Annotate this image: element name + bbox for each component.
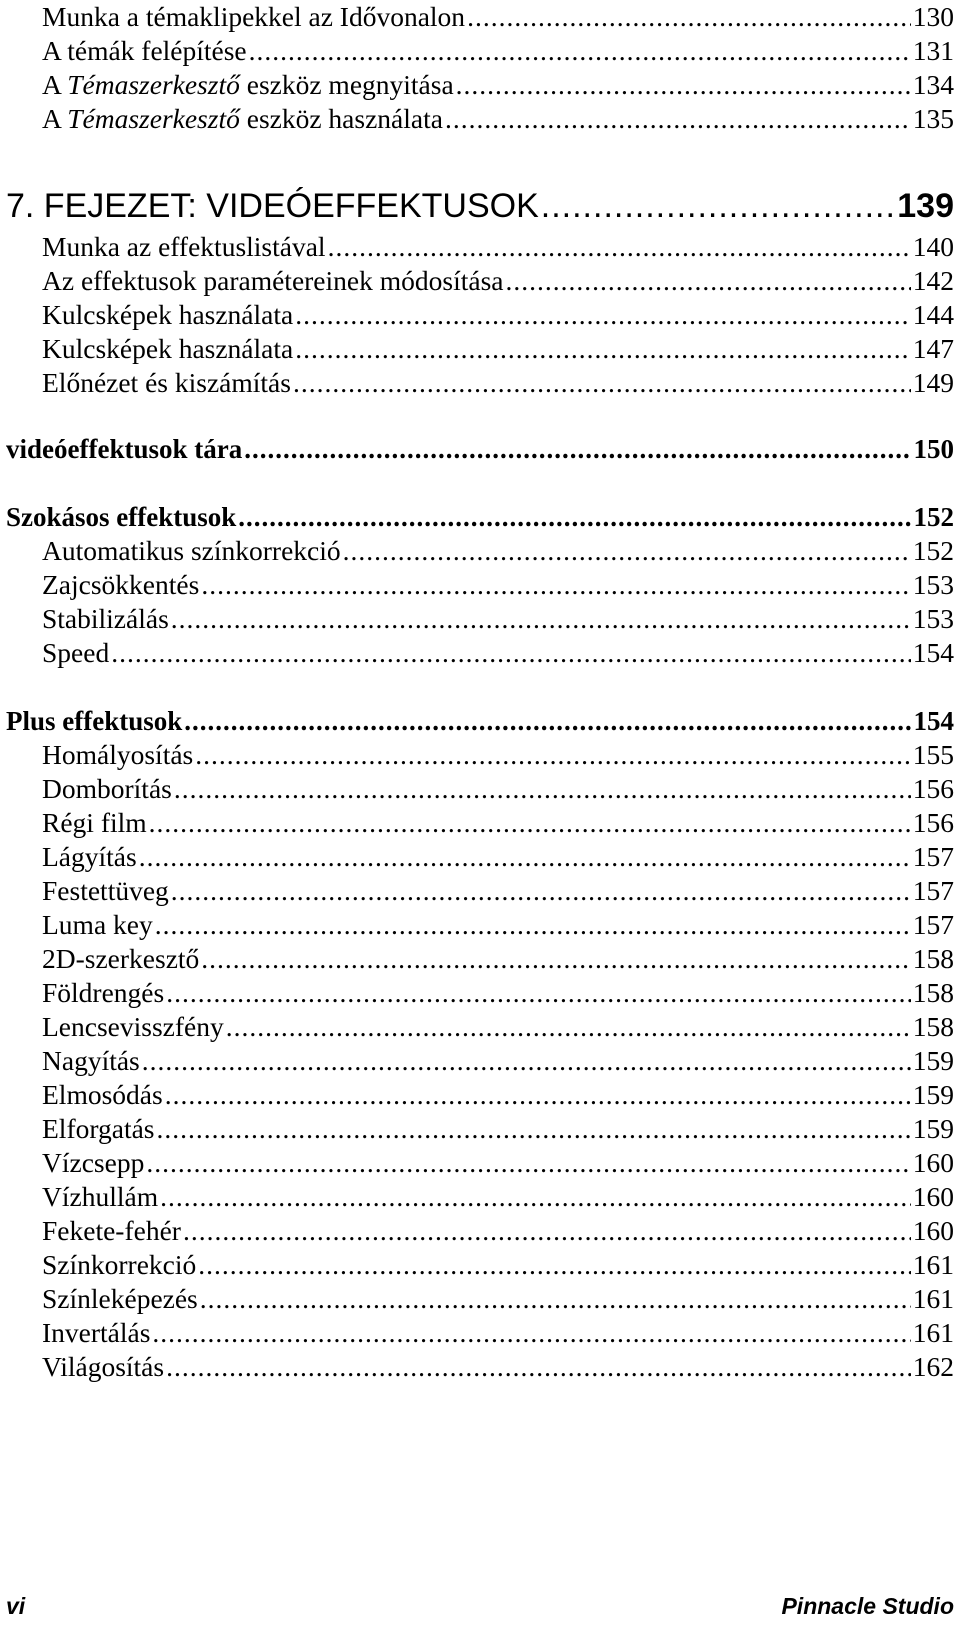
toc-subsection-entry: [42, 298, 954, 332]
toc-entry-label: videóeffektusok tára: [6, 434, 243, 464]
toc-dot-leader: [146, 1146, 910, 1180]
toc-dot-leader: [295, 332, 911, 366]
toc-entry-page-number: 155: [912, 739, 954, 770]
toc-dot-leader: [505, 264, 910, 298]
toc-subsection-entry: [42, 366, 954, 400]
toc-entry-label: Régi film: [42, 807, 147, 838]
toc-entry-page-number: 152: [913, 502, 954, 532]
toc-dot-leader: [111, 636, 911, 670]
toc-entry-label: Színkorrekció: [42, 1249, 197, 1280]
toc-entry-page-number: 160: [912, 1215, 954, 1246]
toc-subsection-entry: [42, 332, 954, 366]
toc-entry-page-number: 157: [912, 875, 954, 906]
toc-subsection-entry: [42, 602, 954, 636]
toc-entry-page-number: 147: [912, 333, 954, 364]
toc-dot-leader: [201, 942, 910, 976]
toc-entry-label: Kulcsképek használata: [42, 333, 294, 364]
page-footer: [6, 1592, 954, 1620]
toc-entry-label: Kulcsképek használata: [42, 299, 294, 330]
toc-dot-leader: [142, 1044, 911, 1078]
toc-dot-leader: [456, 68, 911, 102]
toc-dot-leader: [165, 1078, 911, 1112]
toc-entry-label: Automatikus színkorrekció: [42, 535, 341, 566]
toc-entry-label: 7. FEJEZET: VIDEÓEFFEKTUSOK: [6, 187, 539, 225]
toc-subsection-entry: [42, 68, 954, 102]
toc-subsection-entry: [42, 0, 954, 34]
toc-entry-label: Szokásos effektusok: [6, 502, 237, 532]
toc-entry-page-number: 160: [912, 1147, 954, 1178]
toc-entry-label: Földrengés: [42, 977, 165, 1008]
toc-dot-leader: [149, 806, 911, 840]
toc-dot-leader: [174, 772, 911, 806]
toc-dot-leader: [166, 976, 911, 1010]
toc-entry-page-number: 161: [912, 1283, 954, 1314]
toc-dot-leader: [226, 1010, 911, 1044]
toc-entry-page-number: 159: [912, 1113, 954, 1144]
toc-entry-label: A Témaszerkesztő eszköz használata: [42, 103, 443, 134]
toc-entry-label: Vízhullám: [42, 1181, 159, 1212]
toc-entry-page-number: 149: [912, 367, 954, 398]
toc-entry-page-number: 156: [912, 807, 954, 838]
toc-dot-leader: [171, 874, 911, 908]
toc-entry-page-number: 142: [912, 265, 954, 296]
toc-dot-leader: [293, 366, 911, 400]
toc-entry-label: Munka a témaklipekkel az Idővonalon: [42, 1, 466, 32]
toc-entry-page-number: 160: [912, 1181, 954, 1212]
toc-entry-page-number: 159: [912, 1045, 954, 1076]
toc-dot-leader: [295, 298, 911, 332]
toc-dot-leader: [166, 1350, 911, 1384]
toc-entry-page-number: 161: [912, 1317, 954, 1348]
toc-entry-label: Vízcsepp: [42, 1147, 145, 1178]
toc-subsection-entry: [42, 264, 954, 298]
toc-subsection-entry: [42, 230, 954, 264]
toc-entry-page-number: 144: [912, 299, 954, 330]
toc-entry-page-number: 157: [912, 909, 954, 940]
toc-entry-page-number: 162: [912, 1351, 954, 1382]
toc-subsection-entry: [42, 772, 954, 806]
toc-subsection-entry: [42, 1078, 954, 1112]
toc-dot-leader: [343, 534, 911, 568]
toc-entry-page-number: 153: [912, 569, 954, 600]
toc-entry-page-number: 131: [912, 35, 954, 66]
toc-entry-label: Nagyítás: [42, 1045, 140, 1076]
toc-entry-label: 2D-szerkesztő: [42, 943, 200, 974]
toc-entry-page-number: 158: [912, 977, 954, 1008]
toc-entry-label: Invertálás: [42, 1317, 151, 1348]
toc-dot-leader: [157, 1112, 911, 1146]
toc-entry-page-number: 158: [912, 943, 954, 974]
toc-entry-page-number: 161: [912, 1249, 954, 1280]
footer-page-number: vi: [6, 1593, 26, 1619]
toc-dot-leader: [160, 1180, 911, 1214]
toc-entry-label: Fekete-fehér: [42, 1215, 181, 1246]
toc-subsection-entry: [42, 1350, 954, 1384]
toc-subsection-entry: [42, 1316, 954, 1350]
toc-subsection-entry: [42, 1044, 954, 1078]
toc-dot-leader: [328, 230, 911, 264]
toc-dot-leader: [201, 568, 910, 602]
toc-entry-label: Plus effektusok: [6, 706, 183, 736]
toc-dot-leader: [152, 1316, 910, 1350]
toc-entry-page-number: 157: [912, 841, 954, 872]
toc-subsection-entry: [42, 738, 954, 772]
footer-product-name: Pinnacle Studio: [781, 1593, 954, 1619]
toc-dot-leader: [249, 34, 911, 68]
toc-dot-leader: [195, 738, 911, 772]
toc-entry-label: Stabilizálás: [42, 603, 169, 634]
toc-section-entry: [6, 500, 954, 534]
toc-subsection-entry: [42, 102, 954, 136]
toc-entry-label: Előnézet és kiszámítás: [42, 367, 291, 398]
toc-entry-label: Elmosódás: [42, 1079, 163, 1110]
toc-entry-page-number: 130: [912, 1, 954, 32]
toc-subsection-entry: [42, 976, 954, 1010]
toc-subsection-entry: [42, 534, 954, 568]
toc-entry-label: Speed: [42, 637, 110, 668]
toc-entry-label: Lencsevisszfény: [42, 1011, 224, 1042]
toc-chapter-entry: [6, 184, 954, 228]
toc-entry-label: Luma key: [42, 909, 153, 940]
toc-entry-label: Elforgatás: [42, 1113, 155, 1144]
toc-subsection-entry: [42, 1248, 954, 1282]
toc-entry-page-number: 154: [913, 706, 954, 736]
toc-dot-leader: [139, 840, 911, 874]
toc-subsection-entry: [42, 874, 954, 908]
toc-subsection-entry: [42, 840, 954, 874]
toc-dot-leader: [244, 432, 911, 466]
toc-dot-leader: [200, 1282, 911, 1316]
toc-subsection-entry: [42, 636, 954, 670]
toc-entry-label: Színleképezés: [42, 1283, 198, 1314]
toc-dot-leader: [183, 1214, 911, 1248]
toc-entry-label: A Témaszerkesztő eszköz megnyitása: [42, 69, 454, 100]
toc-subsection-entry: [42, 1214, 954, 1248]
toc-entry-label: Festettüveg: [42, 875, 169, 906]
toc-entry-page-number: 152: [912, 535, 954, 566]
toc-entry-label: Homályosítás: [42, 739, 194, 770]
toc-subsection-entry: [42, 1180, 954, 1214]
toc-subsection-entry: [42, 34, 954, 68]
toc-entry-label: Zajcsökkentés: [42, 569, 200, 600]
toc-entry-label: Lágyítás: [42, 841, 137, 872]
toc-dot-leader: [541, 184, 896, 228]
toc-entry-label: Domborítás: [42, 773, 172, 804]
toc-entry-label: A témák felépítése: [42, 35, 247, 66]
toc-entry-page-number: 134: [912, 69, 954, 100]
toc-subsection-entry: [42, 908, 954, 942]
toc-subsection-entry: [42, 1010, 954, 1044]
toc-entry-label: Munka az effektuslistával: [42, 231, 326, 262]
toc-dot-leader: [155, 908, 911, 942]
toc-dot-leader: [184, 704, 911, 738]
toc-entry-page-number: 156: [912, 773, 954, 804]
toc-entry-page-number: 140: [912, 231, 954, 262]
toc-section-entry: [6, 704, 954, 738]
toc-subsection-entry: [42, 1282, 954, 1316]
toc-entry-page-number: 135: [912, 103, 954, 134]
toc-entry-page-number: 139: [897, 187, 954, 225]
toc-entry-label: Az effektusok paramétereinek módosítása: [42, 265, 504, 296]
toc-entry-page-number: 159: [912, 1079, 954, 1110]
toc-entry-page-number: 154: [912, 637, 954, 668]
toc-dot-leader: [467, 0, 911, 34]
toc-dot-leader: [238, 500, 911, 534]
toc-subsection-entry: [42, 568, 954, 602]
toc-section-entry: [6, 432, 954, 466]
toc-dot-leader: [171, 602, 911, 636]
toc-entry-page-number: 153: [912, 603, 954, 634]
toc-entry-page-number: 150: [913, 434, 954, 464]
toc-dot-leader: [198, 1248, 910, 1282]
toc-subsection-entry: [42, 1112, 954, 1146]
toc-subsection-entry: [42, 942, 954, 976]
toc-dot-leader: [445, 102, 911, 136]
toc-subsection-entry: [42, 806, 954, 840]
toc-entry-page-number: 158: [912, 1011, 954, 1042]
toc-entry-label: Világosítás: [42, 1351, 165, 1382]
toc-subsection-entry: [42, 1146, 954, 1180]
